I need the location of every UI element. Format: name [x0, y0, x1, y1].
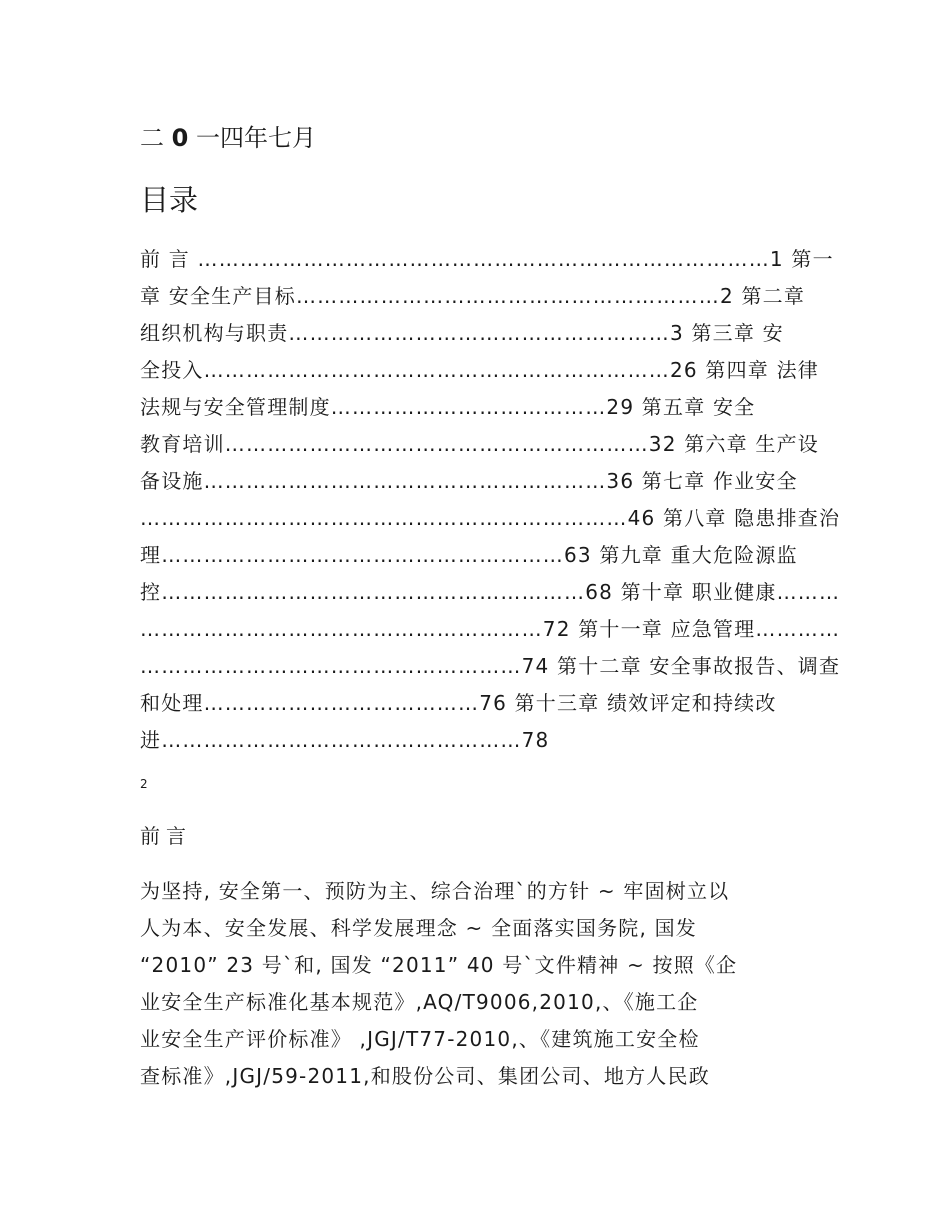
- toc-line: 组织机构与职责………………………………………………3 第三章 安: [140, 321, 784, 345]
- preface-line: “2010” 23 号`和, 国发 “2011” 40 号`文件精神 ~ 按照《企: [140, 953, 738, 977]
- toc-line: …………………………………………………72 第十一章 应急管理…………: [140, 617, 841, 641]
- date-suffix: 一四年七月: [195, 124, 316, 152]
- toc-line: 控……………………………………………………68 第十章 职业健康………: [140, 580, 841, 604]
- toc-line: 理…………………………………………………63 第九章 重大危险源监: [140, 543, 798, 567]
- toc-line: 全投入…………………………………………………………26 第四章 法律: [140, 358, 819, 382]
- toc-title: 目录: [140, 183, 199, 217]
- toc-line: 法规与安全管理制度…………………………………29 第五章 安全: [140, 395, 756, 419]
- toc-line: ……………………………………………………………46 第八章 隐患排查治: [140, 506, 841, 530]
- page-number: 2: [140, 777, 148, 791]
- toc-line: 前 言 ………………………………………………………………………1 第一: [140, 247, 834, 271]
- preface-line: 人为本、安全发展、科学发展理念 ~ 全面落实国务院, 国发: [140, 916, 697, 940]
- toc-line: ………………………………………………74 第十二章 安全事故报告、调查: [140, 654, 841, 678]
- cover-date: [140, 118, 316, 158]
- date-zero: 0: [171, 124, 189, 152]
- preface-heading: 前言: [140, 824, 192, 848]
- toc-line: 和处理…………………………………76 第十三章 绩效评定和持续改: [140, 691, 777, 715]
- preface-line: 为坚持, 安全第一、预防为主、综合治理`的方针 ~ 牢固树立以: [140, 879, 730, 903]
- date-prefix: 二: [140, 124, 164, 152]
- toc-line: 章 安全生产目标……………………………………………………2 第二章: [140, 284, 806, 308]
- preface-line: 业安全生产标准化基本规范》,AQ/T9006,2010,、《施工企: [140, 990, 699, 1014]
- preface-line: 业安全生产评价标准》 ,JGJ/T77-2010,、《建筑施工安全检: [140, 1027, 700, 1051]
- toc-line: 教育培训……………………………………………………32 第六章 生产设: [140, 432, 819, 456]
- toc-line: 备设施…………………………………………………36 第七章 作业安全: [140, 469, 798, 493]
- preface-line: 查标准》,JGJ/59-2011,和股份公司、集团公司、地方人民政: [140, 1064, 710, 1088]
- toc-line: 进……………………………………………78: [140, 728, 550, 752]
